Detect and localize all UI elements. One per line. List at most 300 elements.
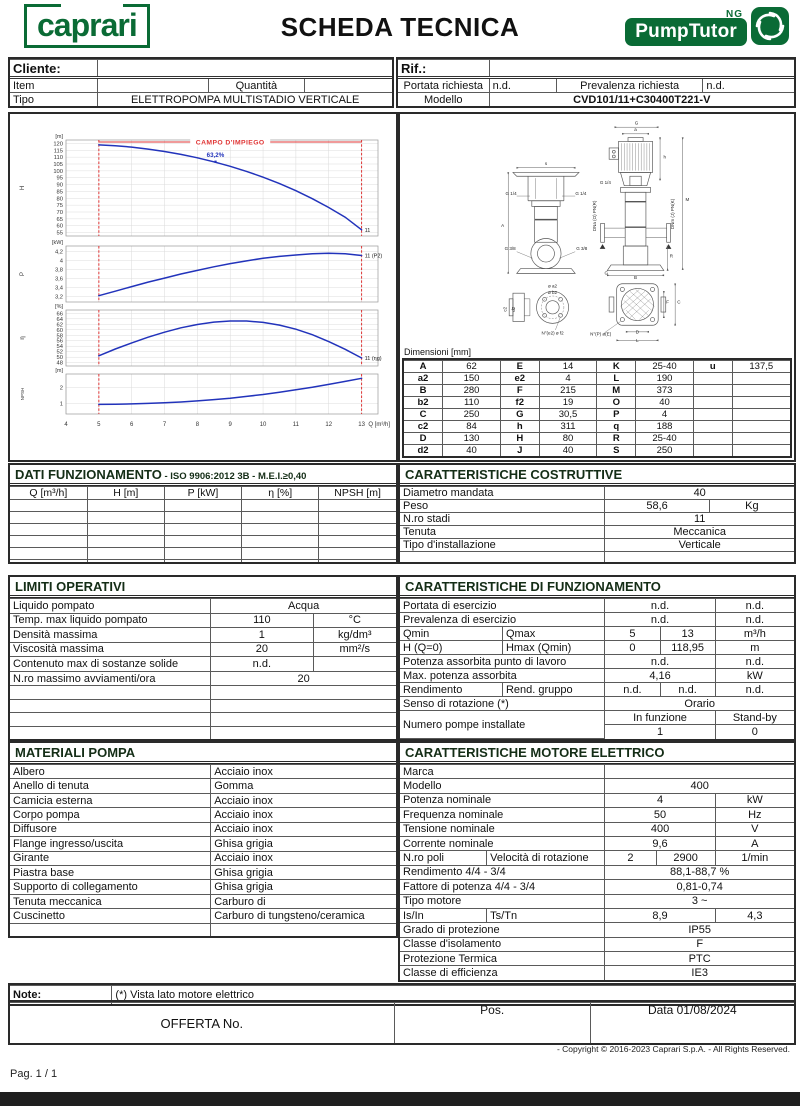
- dimension-label: G 3/8: [576, 245, 588, 251]
- table-cell: Meccanica: [605, 526, 794, 539]
- table-cell: Diffusore: [10, 822, 211, 836]
- table-cell: [693, 421, 732, 433]
- table-cell: [10, 500, 87, 512]
- table-cell: 2: [605, 851, 656, 865]
- table-cell: [732, 421, 790, 433]
- customer-info-table: [8, 57, 394, 108]
- svg-text:2: 2: [59, 385, 63, 392]
- table-cell: kW: [715, 793, 794, 807]
- cliente-value: [98, 60, 392, 78]
- svg-text:7: 7: [162, 422, 167, 428]
- table-cell: 5: [605, 627, 660, 641]
- table-cell: n.d.: [605, 613, 715, 627]
- svg-text:Q [m³/h]: Q [m³/h]: [368, 422, 390, 428]
- table-cell: [164, 548, 241, 560]
- header: [8, 4, 792, 54]
- table-cell: 250: [443, 409, 501, 421]
- performance-charts: [10, 114, 396, 461]
- svg-text:90: 90: [56, 182, 63, 189]
- svg-text:8: 8: [195, 422, 200, 428]
- reference-info-table: [396, 57, 796, 108]
- svg-text:5: 5: [97, 422, 101, 428]
- svg-text:56: 56: [56, 338, 63, 345]
- materiali-table: [10, 764, 396, 936]
- table-cell: 188: [636, 421, 694, 433]
- table-cell: Cuscinetto: [10, 909, 211, 923]
- pump-technical-drawing: [400, 114, 790, 346]
- table-cell: 400: [605, 779, 794, 793]
- table-cell: Acqua: [211, 599, 396, 614]
- table-cell: 1: [605, 725, 715, 739]
- table-cell: IP55: [605, 923, 794, 937]
- table-cell: [10, 726, 211, 739]
- svg-text:11: 11: [364, 227, 371, 234]
- svg-text:115: 115: [53, 148, 63, 155]
- dimension-label: d2: [510, 306, 516, 312]
- portata-richiesta-value: n.d.: [489, 78, 556, 93]
- table-cell: Ghisa grigia: [211, 837, 396, 851]
- table-cell: Velocità di rotazione: [487, 851, 605, 865]
- table-cell: H (Q=0): [400, 641, 502, 655]
- costruttive-title: CARATTERISTICHE COSTRUTTIVE: [400, 465, 794, 486]
- table-cell: [164, 512, 241, 524]
- svg-text:66: 66: [56, 311, 63, 318]
- impeller-swirl-icon: [750, 6, 790, 46]
- table-cell: Ts/Tn: [487, 908, 605, 922]
- tipo-value: ELETTROPOMPA MULTISTADIO VERTICALE: [98, 93, 392, 106]
- svg-text:3,2: 3,2: [54, 294, 63, 301]
- dimension-label: G 3/8: [504, 245, 516, 251]
- table-cell: N.ro massimo avviamenti/ora: [10, 671, 211, 686]
- motore-table: [400, 764, 794, 980]
- quantita-label: Quantità: [209, 78, 305, 93]
- table-cell: J: [500, 445, 539, 457]
- table-cell: Hmax (Qmin): [502, 641, 604, 655]
- table-cell: q: [597, 421, 636, 433]
- table-cell: 280: [443, 385, 501, 397]
- table-cell: 40: [636, 397, 694, 409]
- table-cell: Stand-by: [715, 711, 794, 725]
- svg-text:10: 10: [259, 422, 267, 428]
- tipo-label: Tipo: [10, 93, 98, 106]
- table-cell: m: [715, 641, 794, 655]
- svg-text:58: 58: [56, 333, 63, 340]
- table-cell: 250: [636, 445, 694, 457]
- page-title: SCHEDA TECNICA: [280, 12, 520, 42]
- charts-svg: [10, 114, 392, 456]
- table-cell: IE3: [605, 966, 794, 980]
- table-cell: [313, 657, 396, 672]
- dimension-label: G: [604, 270, 609, 276]
- table-cell: Verticale: [605, 539, 794, 552]
- table-cell: C: [404, 409, 443, 421]
- table-cell: [10, 699, 211, 712]
- table-cell: c2: [404, 421, 443, 433]
- note-label: Note:: [10, 986, 112, 1005]
- table-cell: 25-40: [636, 361, 694, 373]
- dimension-label: h: [663, 154, 667, 160]
- table-cell: F: [500, 385, 539, 397]
- table-cell: [164, 500, 241, 512]
- table-cell: Corrente nominale: [400, 836, 605, 850]
- table-cell: [732, 433, 790, 445]
- table-cell: n.d.: [715, 599, 794, 613]
- table-cell: n.d.: [715, 683, 794, 697]
- table-cell: [211, 713, 396, 726]
- table-cell: V: [715, 822, 794, 836]
- table-cell: Classe d'isolamento: [400, 937, 605, 951]
- dimensions-table: [402, 358, 792, 458]
- table-cell: 2900: [656, 851, 715, 865]
- dimension-label: A: [501, 223, 505, 229]
- table-cell: 40: [539, 445, 597, 457]
- table-cell: 62: [443, 361, 501, 373]
- table-cell: m³/h: [715, 627, 794, 641]
- section-materiali-pompa: [8, 741, 398, 938]
- table-cell: 4,3: [715, 908, 794, 922]
- table-cell: b2: [404, 397, 443, 409]
- pumptutor-label: PumpTutor: [625, 18, 747, 46]
- table-cell: 40: [605, 487, 794, 500]
- dimension-label: ø a2: [548, 283, 558, 289]
- cliente-label: Cliente:: [10, 60, 98, 78]
- table-cell: 1/min: [715, 851, 794, 865]
- svg-text:80: 80: [56, 196, 63, 203]
- table-cell: S: [597, 445, 636, 457]
- materiali-title: MATERIALI POMPA: [10, 743, 396, 764]
- table-cell: 0: [715, 725, 794, 739]
- table-cell: [10, 923, 211, 936]
- dimension-label: a: [634, 126, 637, 132]
- table-cell: D: [404, 433, 443, 445]
- table-cell: kg/dm³: [313, 628, 396, 643]
- table-cell: [693, 397, 732, 409]
- svg-text:[%]: [%]: [55, 304, 63, 310]
- svg-text:12: 12: [325, 422, 333, 428]
- table-cell: P: [597, 409, 636, 421]
- table-cell: N.ro stadi: [400, 513, 605, 526]
- table-cell: Senso di rotazione (*): [400, 697, 605, 711]
- table-cell: Classe di efficienza: [400, 966, 605, 980]
- table-cell: [242, 512, 319, 524]
- modello-value: CVD101/11+C30400T221-V: [489, 93, 794, 106]
- dati-funzionamento-title: DATI FUNZIONAMENTO: [15, 467, 162, 482]
- table-cell: °C: [313, 613, 396, 628]
- svg-text:52: 52: [56, 349, 63, 356]
- table-cell: n.d.: [605, 655, 715, 669]
- offerta-label: OFFERTA No.: [10, 1003, 394, 1044]
- pumptutor-ng-label: NG: [726, 9, 743, 20]
- table-cell: [164, 524, 241, 536]
- table-cell: [693, 445, 732, 457]
- table-cell: Portata di esercizio: [400, 599, 605, 613]
- table-cell: [10, 524, 87, 536]
- table-cell: η [%]: [242, 487, 319, 500]
- table-cell: Numero pompe installate: [400, 711, 605, 739]
- table-cell: [304, 78, 392, 93]
- table-cell: Peso: [400, 500, 605, 513]
- table-cell: n.d.: [715, 655, 794, 669]
- dimension-label: DNm (J) PN(K): [670, 198, 676, 230]
- dimension-label: ø b2: [548, 290, 558, 296]
- table-cell: Kg: [709, 500, 794, 513]
- svg-text:60: 60: [56, 223, 63, 230]
- dimension-label: N°(P) ø(E): [590, 331, 612, 337]
- svg-text:3,8: 3,8: [54, 267, 63, 274]
- table-cell: [319, 500, 396, 512]
- table-cell: Is/In: [400, 908, 487, 922]
- table-cell: 311: [539, 421, 597, 433]
- dati-funzionamento-subtitle: - ISO 9906:2012 3B - M.E.I.≥0,40: [161, 471, 307, 482]
- table-cell: [242, 500, 319, 512]
- table-cell: [10, 512, 87, 524]
- portata-richiesta-label: Portata richiesta: [398, 78, 489, 93]
- funzionamento-title: CARATTERISTICHE DI FUNZIONAMENTO: [400, 577, 794, 598]
- note-text: (*) Vista lato motore elettrico: [112, 986, 794, 1005]
- dimension-label: R: [669, 253, 674, 259]
- table-cell: 9,6: [605, 836, 715, 850]
- table-cell: [319, 512, 396, 524]
- table-cell: [605, 552, 794, 564]
- table-cell: 8,9: [605, 908, 715, 922]
- table-cell: [242, 536, 319, 548]
- rif-label: Rif.:: [398, 60, 489, 78]
- table-cell: 110: [211, 613, 313, 628]
- table-cell: Girante: [10, 851, 211, 865]
- svg-text:110: 110: [53, 155, 63, 162]
- table-cell: [98, 78, 209, 93]
- table-cell: Rendimento: [400, 683, 502, 697]
- table-cell: Fattore di potenza 4/4 - 3/4: [400, 880, 605, 894]
- table-cell: 30,5: [539, 409, 597, 421]
- table-cell: Rend. gruppo: [502, 683, 604, 697]
- table-cell: [732, 409, 790, 421]
- table-cell: e2: [500, 373, 539, 385]
- table-cell: L: [597, 373, 636, 385]
- funzionamento-table: [400, 598, 794, 739]
- base-detail-view: [604, 284, 675, 344]
- table-cell: [164, 560, 241, 565]
- table-cell: N.ro poli: [400, 851, 487, 865]
- table-cell: R: [597, 433, 636, 445]
- svg-text:[m]: [m]: [55, 368, 63, 374]
- table-cell: [10, 686, 211, 699]
- limiti-table: [10, 598, 396, 739]
- table-cell: Albero: [10, 765, 211, 779]
- table-cell: 58,6: [605, 500, 709, 513]
- table-cell: 0: [605, 641, 660, 655]
- table-cell: n.d.: [660, 683, 715, 697]
- table-cell: Protezione Termica: [400, 952, 605, 966]
- table-cell: 20: [211, 671, 396, 686]
- section-limiti-operativi: [8, 575, 398, 741]
- table-cell: Piastra base: [10, 865, 211, 879]
- svg-text:70: 70: [56, 210, 63, 216]
- table-cell: 0,81-0,74: [605, 880, 794, 894]
- dimension-label: M: [685, 196, 690, 202]
- flange-detail-view: [509, 291, 568, 330]
- table-cell: Tensione nominale: [400, 822, 605, 836]
- data-value: Data 01/08/2024: [590, 1003, 794, 1044]
- svg-text:η: η: [20, 336, 26, 340]
- table-cell: 118,95: [660, 641, 715, 655]
- svg-text:4: 4: [64, 422, 68, 428]
- table-cell: [319, 536, 396, 548]
- svg-text:P: P: [20, 271, 26, 277]
- copyright-text: - Copyright © 2016-2023 Caprari S.p.A. - All Rights Reserved.: [556, 1044, 790, 1054]
- table-cell: F: [605, 937, 794, 951]
- table-cell: [211, 923, 396, 936]
- table-cell: H [m]: [87, 487, 164, 500]
- item-label: Item: [10, 78, 98, 93]
- table-cell: 3 ~: [605, 894, 794, 908]
- svg-text:54: 54: [56, 344, 63, 351]
- table-cell: Acciaio inox: [211, 851, 396, 865]
- modello-label: Modello: [398, 93, 489, 106]
- table-cell: d2: [404, 445, 443, 457]
- table-cell: [87, 560, 164, 565]
- svg-text:64: 64: [56, 316, 63, 323]
- table-cell: [10, 548, 87, 560]
- table-cell: Rendimento 4/4 - 3/4: [400, 865, 605, 879]
- table-cell: Modello: [400, 779, 605, 793]
- table-cell: n.d.: [715, 613, 794, 627]
- svg-text:11 (ηg): 11 (ηg): [364, 356, 382, 363]
- section-caratteristiche-costruttive: [398, 463, 796, 564]
- table-cell: [693, 385, 732, 397]
- pump-side-view: [505, 168, 579, 274]
- table-cell: Camicia esterna: [10, 793, 211, 807]
- table-cell: Tenuta meccanica: [10, 894, 211, 908]
- table-cell: 130: [443, 433, 501, 445]
- table-cell: Hz: [715, 808, 794, 822]
- svg-text:4: 4: [59, 258, 63, 265]
- svg-text:CAMPO D'IMPIEGO: CAMPO D'IMPIEGO: [195, 139, 265, 147]
- dimension-label: DNa (O) PN(R): [591, 200, 597, 232]
- dimensions-note: Dimensioni [mm]: [404, 347, 472, 357]
- table-cell: In funzione: [605, 711, 715, 725]
- table-cell: Carburo di: [211, 894, 396, 908]
- table-cell: 40: [443, 445, 501, 457]
- table-cell: Anello di tenuta: [10, 779, 211, 793]
- table-cell: K: [597, 361, 636, 373]
- pumptutor-logo: [625, 6, 790, 46]
- table-cell: [732, 445, 790, 457]
- table-cell: Contenuto max di sostanze solide: [10, 657, 211, 672]
- section-dati-funzionamento: [8, 463, 398, 564]
- dimension-label: N°(e2) ø f2: [541, 330, 564, 336]
- section-caratteristiche-funzionamento: [398, 575, 796, 741]
- dimension-label: D: [635, 329, 640, 335]
- svg-text:4,2: 4,2: [54, 249, 63, 256]
- table-cell: [10, 536, 87, 548]
- table-cell: [242, 560, 319, 565]
- table-cell: Prevalenza di esercizio: [400, 613, 605, 627]
- svg-text:9: 9: [228, 422, 232, 428]
- table-cell: [242, 524, 319, 536]
- table-cell: 190: [636, 373, 694, 385]
- table-cell: a2: [404, 373, 443, 385]
- bottom-bar: [0, 1092, 800, 1106]
- table-cell: Acciaio inox: [211, 822, 396, 836]
- table-cell: Marca: [400, 765, 605, 779]
- table-cell: Acciaio inox: [211, 793, 396, 807]
- table-cell: 150: [443, 373, 501, 385]
- table-cell: Corpo pompa: [10, 808, 211, 822]
- table-cell: 4,16: [605, 669, 715, 683]
- table-cell: 110: [443, 397, 501, 409]
- table-cell: [732, 385, 790, 397]
- table-cell: Potenza nominale: [400, 793, 605, 807]
- table-cell: [319, 524, 396, 536]
- table-cell: [211, 699, 396, 712]
- table-cell: Gomma: [211, 779, 396, 793]
- table-cell: f2: [500, 397, 539, 409]
- table-cell: Supporto di collegamento: [10, 880, 211, 894]
- table-cell: 25-40: [636, 433, 694, 445]
- page-number: Pag. 1 / 1: [10, 1068, 58, 1080]
- prevalenza-richiesta-value: n.d.: [703, 78, 794, 93]
- svg-text:65: 65: [56, 216, 63, 223]
- offerta-row: [8, 1000, 796, 1045]
- table-cell: Diametro mandata: [400, 487, 605, 500]
- table-cell: 88,1-88,7 %: [605, 865, 794, 879]
- caprari-logo: [24, 4, 150, 48]
- table-cell: E: [500, 361, 539, 373]
- dimension-label: s: [544, 160, 548, 166]
- svg-text:85: 85: [56, 189, 63, 196]
- dimension-label: B: [634, 275, 638, 281]
- dimension-label: G: [634, 120, 639, 126]
- table-cell: Qmax: [502, 627, 604, 641]
- dimension-label: L: [636, 338, 639, 344]
- table-cell: [319, 548, 396, 560]
- table-cell: [319, 560, 396, 565]
- section-title: [10, 465, 396, 486]
- table-cell: PTC: [605, 952, 794, 966]
- limiti-title: LIMITI OPERATIVI: [10, 577, 396, 598]
- caprari-logo-text: caprari: [37, 7, 137, 43]
- table-cell: 13: [660, 627, 715, 641]
- table-cell: Temp. max liquido pompato: [10, 613, 211, 628]
- table-cell: [693, 409, 732, 421]
- svg-text:3,6: 3,6: [54, 276, 63, 283]
- table-cell: O: [597, 397, 636, 409]
- dimension-label: G 1/4: [575, 191, 587, 197]
- table-cell: 50: [605, 808, 715, 822]
- table-cell: B: [404, 385, 443, 397]
- table-cell: Tipo motore: [400, 894, 605, 908]
- prevalenza-richiesta-label: Prevalenza richiesta: [556, 78, 703, 93]
- table-cell: [693, 373, 732, 385]
- table-cell: Max. potenza assorbita: [400, 669, 605, 683]
- table-cell: 1: [211, 628, 313, 643]
- svg-text:63,2%: 63,2%: [206, 151, 225, 159]
- table-cell: 84: [443, 421, 501, 433]
- table-cell: [732, 373, 790, 385]
- svg-text:75: 75: [56, 203, 63, 210]
- svg-text:11 (P2): 11 (P2): [364, 253, 383, 260]
- table-cell: Orario: [605, 697, 794, 711]
- table-cell: mm²/s: [313, 642, 396, 657]
- table-cell: 137,5: [732, 361, 790, 373]
- dimension-label: G 1/4: [505, 191, 517, 197]
- table-cell: Acciaio inox: [211, 765, 396, 779]
- svg-text:100: 100: [53, 168, 63, 175]
- table-cell: [211, 726, 396, 739]
- motore-title: CARATTERISTICHE MOTORE ELETTRICO: [400, 743, 794, 764]
- table-cell: P [kW]: [164, 487, 241, 500]
